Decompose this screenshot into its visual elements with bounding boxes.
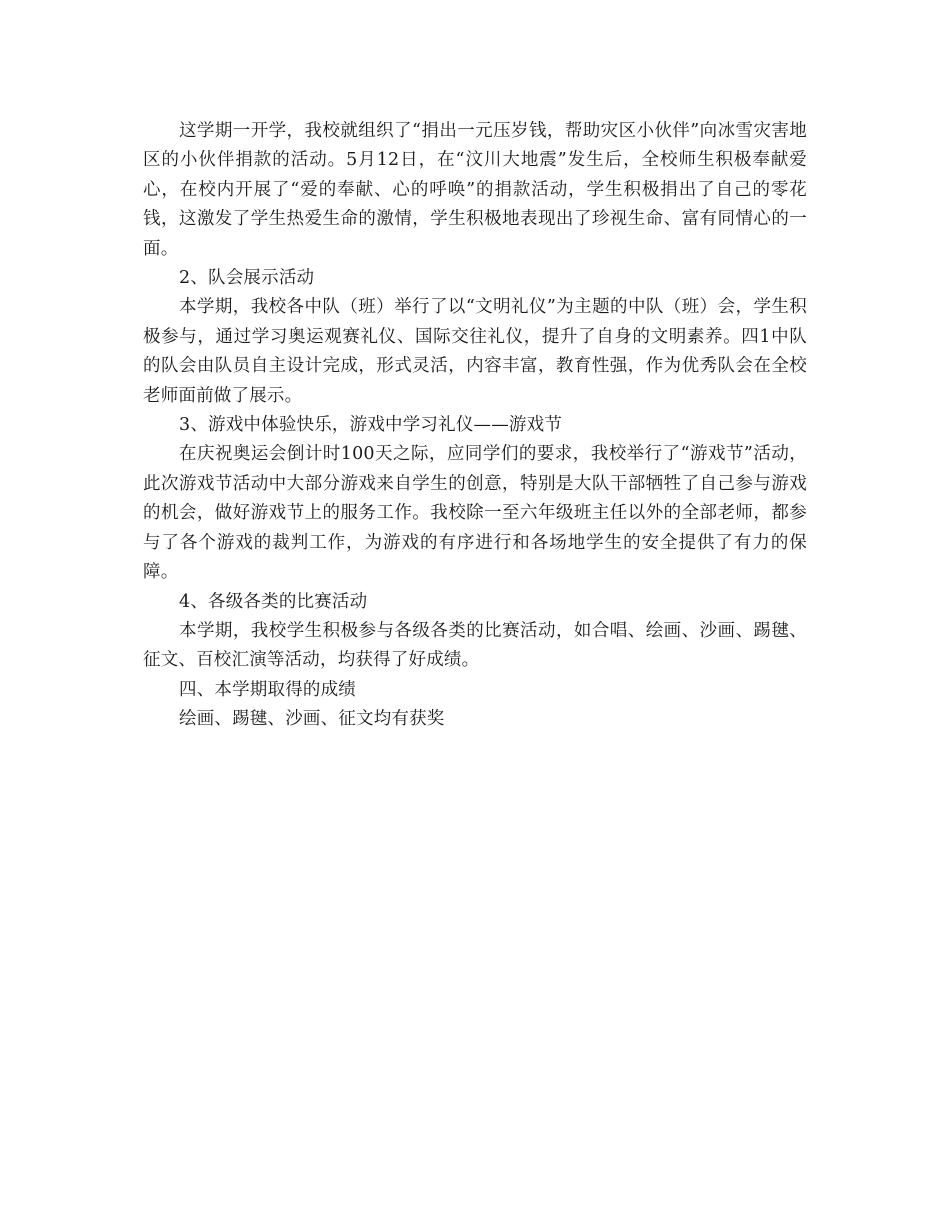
- heading-achievements: 四、本学期取得的成绩: [179, 679, 356, 700]
- document-body: [143, 117, 807, 735]
- heading-game-festival: 3、游戏中体验快乐，游戏中学习礼仪——游戏节: [179, 415, 563, 436]
- paragraph-game-festival: 在庆祝奥运会倒计时100天之际，应同学们的要求，我校举行了“游戏节”活动，此次游戏节活动中大部分游戏来自学生的创意，特别是大队干部牺牲了自己参与游戏的机会，做好游戏节上的服务工作。我校除一至六年级班主任以外的全部老师，都参与了各个游戏的裁判工作，为游戏的有序进行和各场地学生的安全提供了有力的保障。: [143, 444, 807, 583]
- heading-competitions: 4、各级各类的比赛活动: [179, 591, 368, 612]
- heading-team-meeting: 2、队会展示活动: [179, 268, 315, 289]
- paragraph-donation: 这学期一开学，我校就组织了“捐出一元压岁钱，帮助灾区小伙伴”向冰雪灾害地区的小伙伴捐款的活动。5月12日，在“汶川大地震”发生后，全校师生积极奉献爱心，在校内开展了“爱的奉献、心的呼唤”的捐款活动，学生积极捐出了自己的零花钱，这激发了学生热爱生命的激情，学生积极地表现出了珍视生命、富有同情心的一面。: [143, 121, 807, 259]
- paragraph-team-meeting: 本学期，我校各中队（班）举行了以“文明礼仪”为主题的中队（班）会，学生积极参与，通过学习奥运观赛礼仪、国际交往礼仪，提升了自身的文明素养。四1中队的队会由队员自主设计完成，形式灵活，内容丰富，教育性强，作为优秀队会在全校老师面前做了展示。: [143, 297, 807, 406]
- paragraph-achievements: 绘画、踢毽、沙画、征文均有获奖: [179, 709, 445, 730]
- paragraph-competitions: 本学期，我校学生积极参与各级各类的比赛活动，如合唱、绘画、沙画、踢毽、征文、百校汇演等活动，均获得了好成绩。: [143, 620, 807, 671]
